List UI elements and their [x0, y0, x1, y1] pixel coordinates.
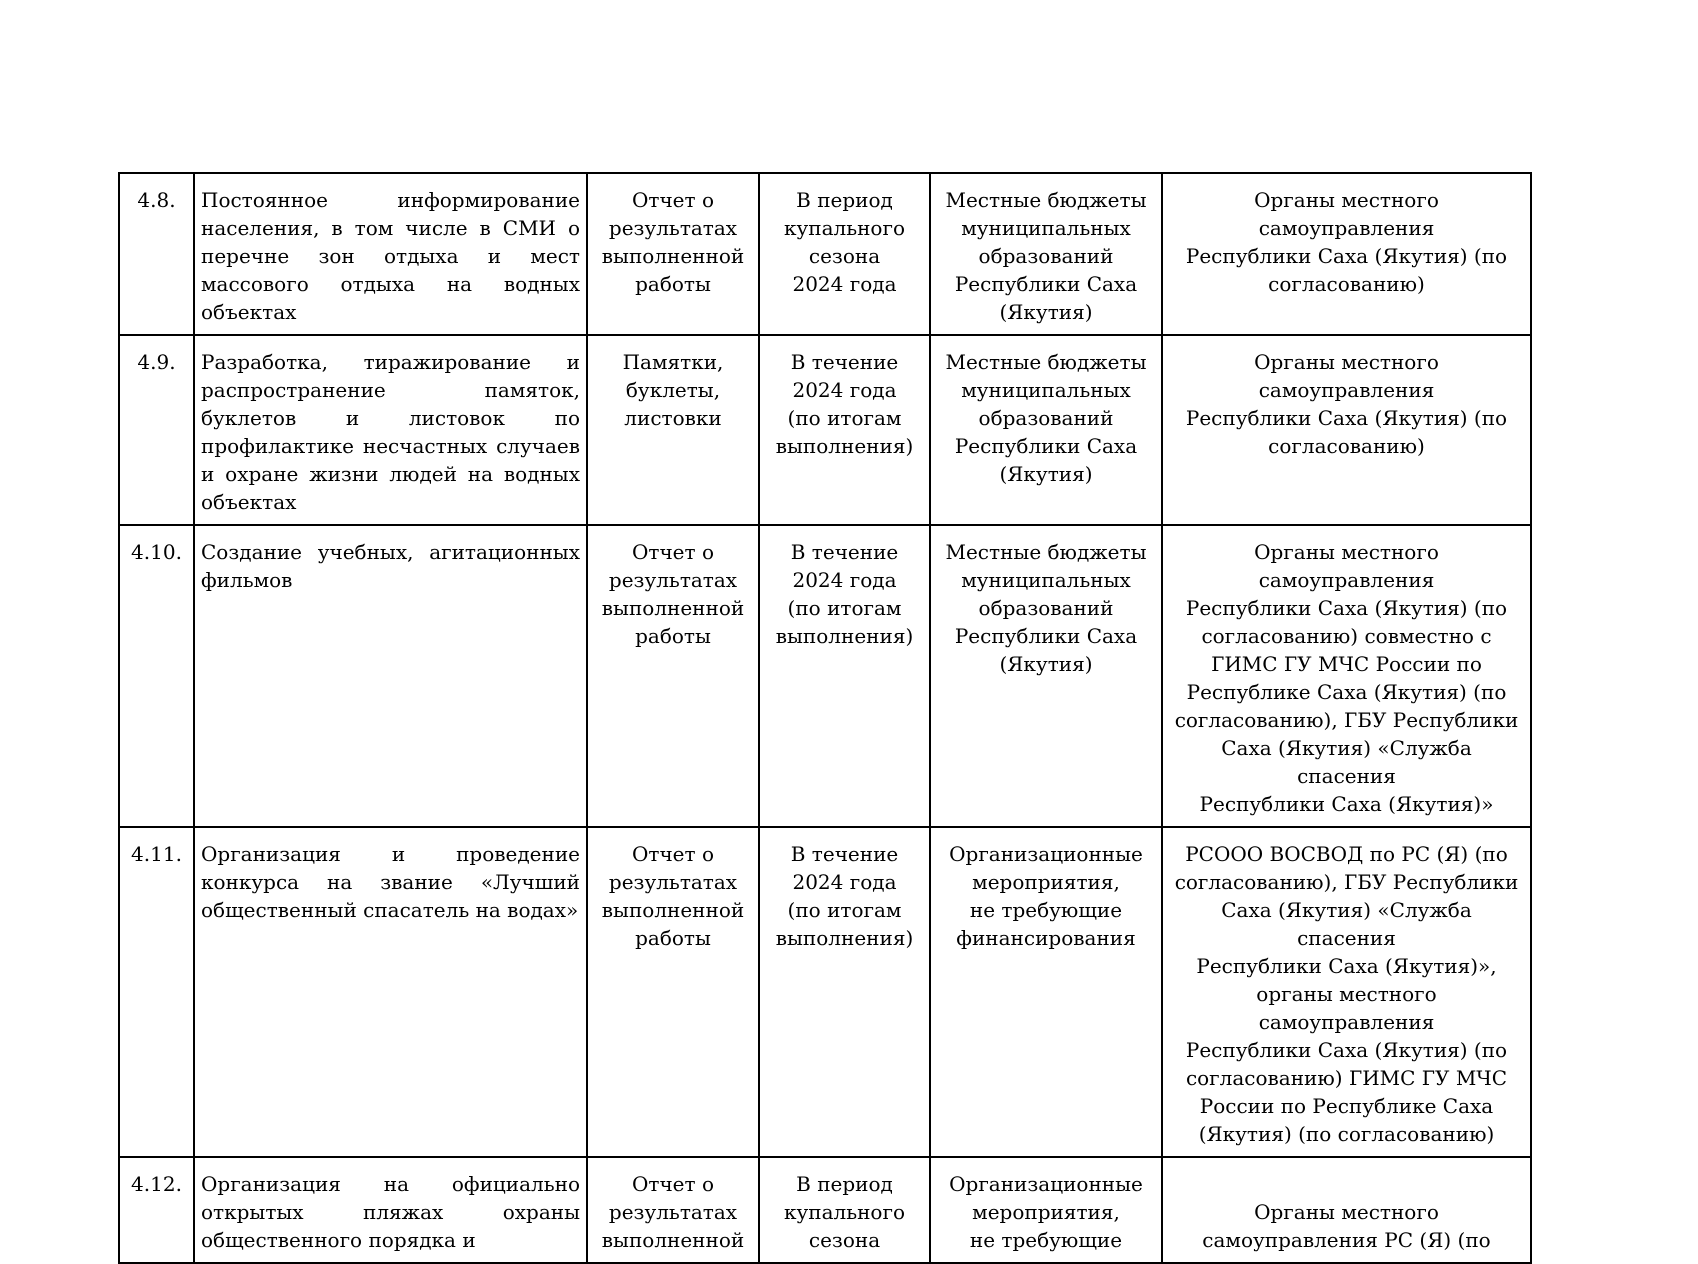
table-row: [119, 827, 1531, 1157]
item-number: 4.9.: [119, 335, 194, 525]
item-term: В период купального сезона: [759, 1157, 930, 1263]
item-name: Разработка, тиражирование и распространение памяток, буклетов и листовок по профилактике несчастных случаев и охране жизни людей на водных объектах: [194, 335, 587, 525]
item-responsible: Органы местного самоуправления Республики Саха (Якутия) (по согласованию): [1162, 335, 1531, 525]
item-result: Отчет о результатах выполненной работы: [587, 173, 759, 335]
item-result: Отчет о результатах выполненной работы: [587, 827, 759, 1157]
item-number: 4.11.: [119, 827, 194, 1157]
item-responsible: Органы местного самоуправления РС (Я) (по: [1162, 1157, 1531, 1263]
table-row: [119, 335, 1531, 525]
item-result: Отчет о результатах выполненной: [587, 1157, 759, 1263]
item-funding: Местные бюджеты муниципальных образований Республики Саха (Якутия): [930, 525, 1162, 827]
item-responsible: Органы местного самоуправления Республики Саха (Якутия) (по согласованию): [1162, 173, 1531, 335]
table-row: [119, 1157, 1531, 1263]
item-funding: Организационные мероприятия, не требующие: [930, 1157, 1162, 1263]
measures-table: [118, 172, 1532, 1264]
item-funding: Организационные мероприятия, не требующие финансирования: [930, 827, 1162, 1157]
item-funding: Местные бюджеты муниципальных образований Республики Саха (Якутия): [930, 173, 1162, 335]
item-number: 4.12.: [119, 1157, 194, 1263]
item-funding: Местные бюджеты муниципальных образований Республики Саха (Якутия): [930, 335, 1162, 525]
item-term: В течение 2024 года (по итогам выполнения): [759, 525, 930, 827]
item-result: Отчет о результатах выполненной работы: [587, 525, 759, 827]
item-name: Создание учебных, агитационных фильмов: [194, 525, 587, 827]
item-term: В течение 2024 года (по итогам выполнения): [759, 827, 930, 1157]
item-responsible: Органы местного самоуправления Республики Саха (Якутия) (по согласованию) совместно с ГИМС ГУ МЧС России по Республике Саха (Якутия) (по согласованию), ГБУ Республики Саха (Якутия) «Служба спасения Республики Саха (Якутия)»: [1162, 525, 1531, 827]
item-name: Организация на официально открытых пляжах охраны общественного порядка и: [194, 1157, 587, 1263]
table-row: [119, 525, 1531, 827]
item-name: Постоянное информирование населения, в том числе в СМИ о перечне зон отдыха и мест массового отдыха на водных объектах: [194, 173, 587, 335]
item-name: Организация и проведение конкурса на звание «Лучший общественный спасатель на водах»: [194, 827, 587, 1157]
item-number: 4.10.: [119, 525, 194, 827]
item-number: 4.8.: [119, 173, 194, 335]
item-responsible: РСООО ВОСВОД по РС (Я) (по согласованию), ГБУ Республики Саха (Якутия) «Служба спасения Республики Саха (Якутия)», органы местного самоуправления Республики Саха (Якутия) (по согласованию) ГИМС ГУ МЧС России по Республике Саха (Якутия) (по согласованию): [1162, 827, 1531, 1157]
item-term: В течение 2024 года (по итогам выполнения): [759, 335, 930, 525]
table-row: [119, 173, 1531, 335]
item-result: Памятки, буклеты, листовки: [587, 335, 759, 525]
item-term: В период купального сезона 2024 года: [759, 173, 930, 335]
